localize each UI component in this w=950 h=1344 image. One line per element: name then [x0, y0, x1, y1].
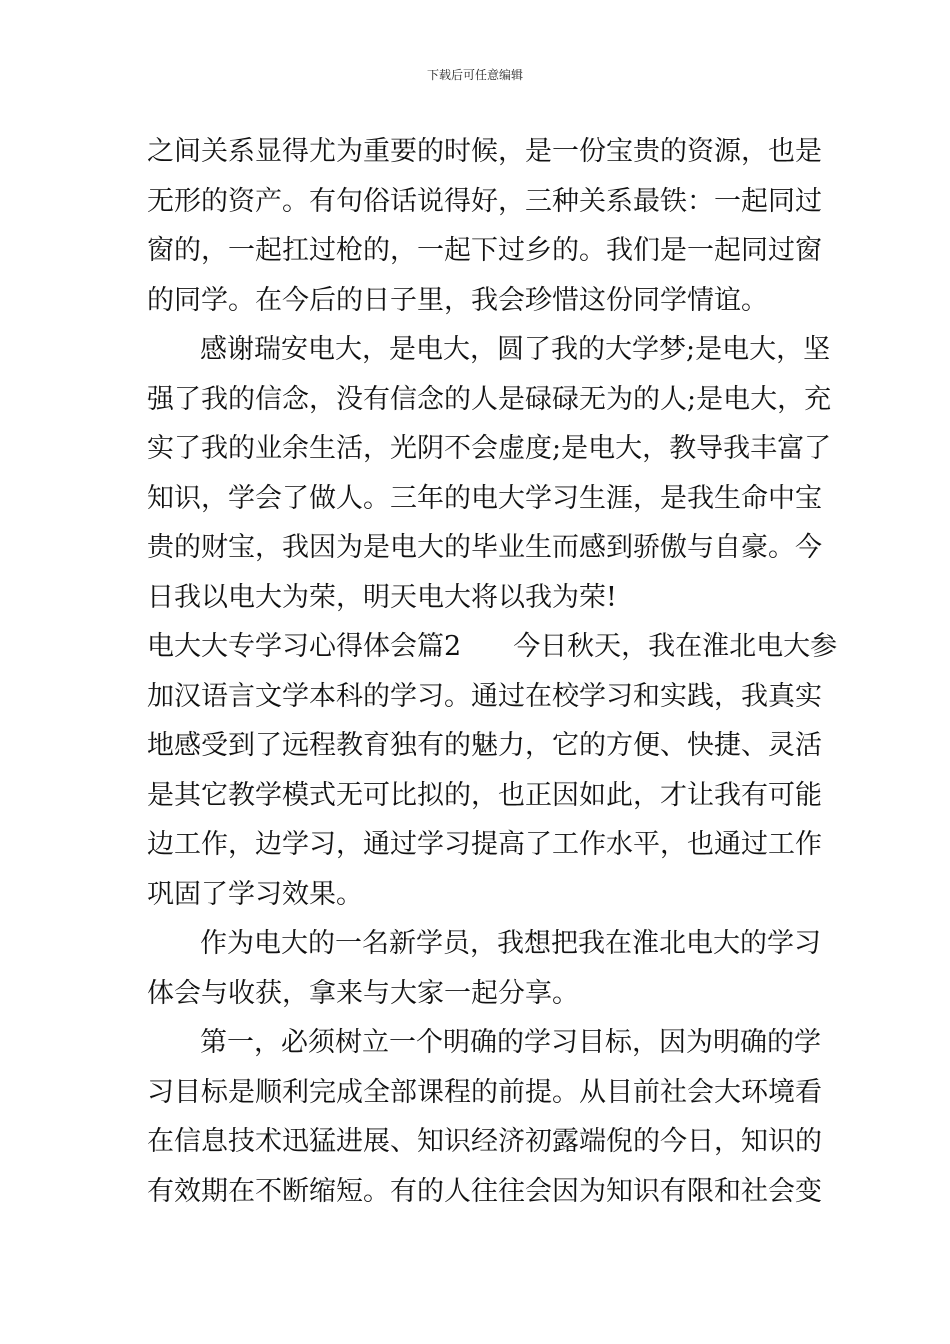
text-line: 知识，学会了做人。三年的电大学习生涯，是我生命中宝	[147, 482, 822, 514]
text-line: 在信息技术迅猛进展、知识经济初露端倪的今日，知识的	[147, 1126, 822, 1157]
text-line: 是其它教学模式无可比拟的，也正因如此，才让我有可能	[147, 779, 822, 811]
text-line: 实了我的业余生活，光阴不会虚度;是电大，教导我丰富了	[147, 433, 832, 464]
text-line: 体会与收获，拿来与大家一起分享。	[147, 977, 579, 1009]
paragraph-first-line: 作为电大的一名新学员，我想把我在淮北电大的学习	[200, 928, 821, 959]
text-line: 地感受到了远程教育独有的魅力，它的方便、快捷、灵活	[147, 730, 822, 761]
page-header: 下载后可任意编辑	[426, 68, 523, 82]
text-line: 边工作，边学习，通过学习提高了工作水平，也通过工作	[147, 829, 822, 860]
text-line: 无形的资产。有句俗话说得好，三种关系最铁：一起同过	[147, 185, 822, 217]
text-line: 习目标是顺利完成全部课程的前提。从目前社会大环境看	[147, 1076, 822, 1108]
section-title: 电大大专学习心得体会篇2	[147, 631, 462, 662]
text-line: 巩固了学习效果。	[147, 878, 363, 910]
text-line: 的同学。在今后的日子里，我会珍惜这份同学情谊。	[147, 284, 768, 316]
section-first-text: 今日秋天，我在淮北电大参	[513, 631, 838, 662]
text-line: 强了我的信念，没有信念的人是碌碌无为的人;是电大，充	[147, 383, 832, 415]
text-line: 贵的财宝，我因为是电大的毕业生而感到骄傲与自豪。今	[147, 532, 822, 563]
text-line: 之间关系显得尤为重要的时候，是一份宝贵的资源，也是	[147, 136, 822, 167]
text-line: 窗的，一起扛过枪的，一起下过乡的。我们是一起同过窗	[147, 235, 822, 266]
text-line: 加汉语言文学本科的学习。通过在校学习和实践，我真实	[147, 680, 822, 712]
section-title-line	[147, 622, 838, 672]
paragraph-first-line: 感谢瑞安电大，是电大，圆了我的大学梦;是电大，坚	[200, 334, 831, 365]
paragraph-first-line: 第一，必须树立一个明确的学习目标，因为明确的学	[200, 1027, 821, 1058]
text-line: 有效期在不断缩短。有的人往往会因为知识有限和社会变	[147, 1175, 822, 1207]
document-body	[147, 127, 838, 1216]
text-line: 日我以电大为荣，明天电大将以我为荣!	[147, 581, 617, 613]
